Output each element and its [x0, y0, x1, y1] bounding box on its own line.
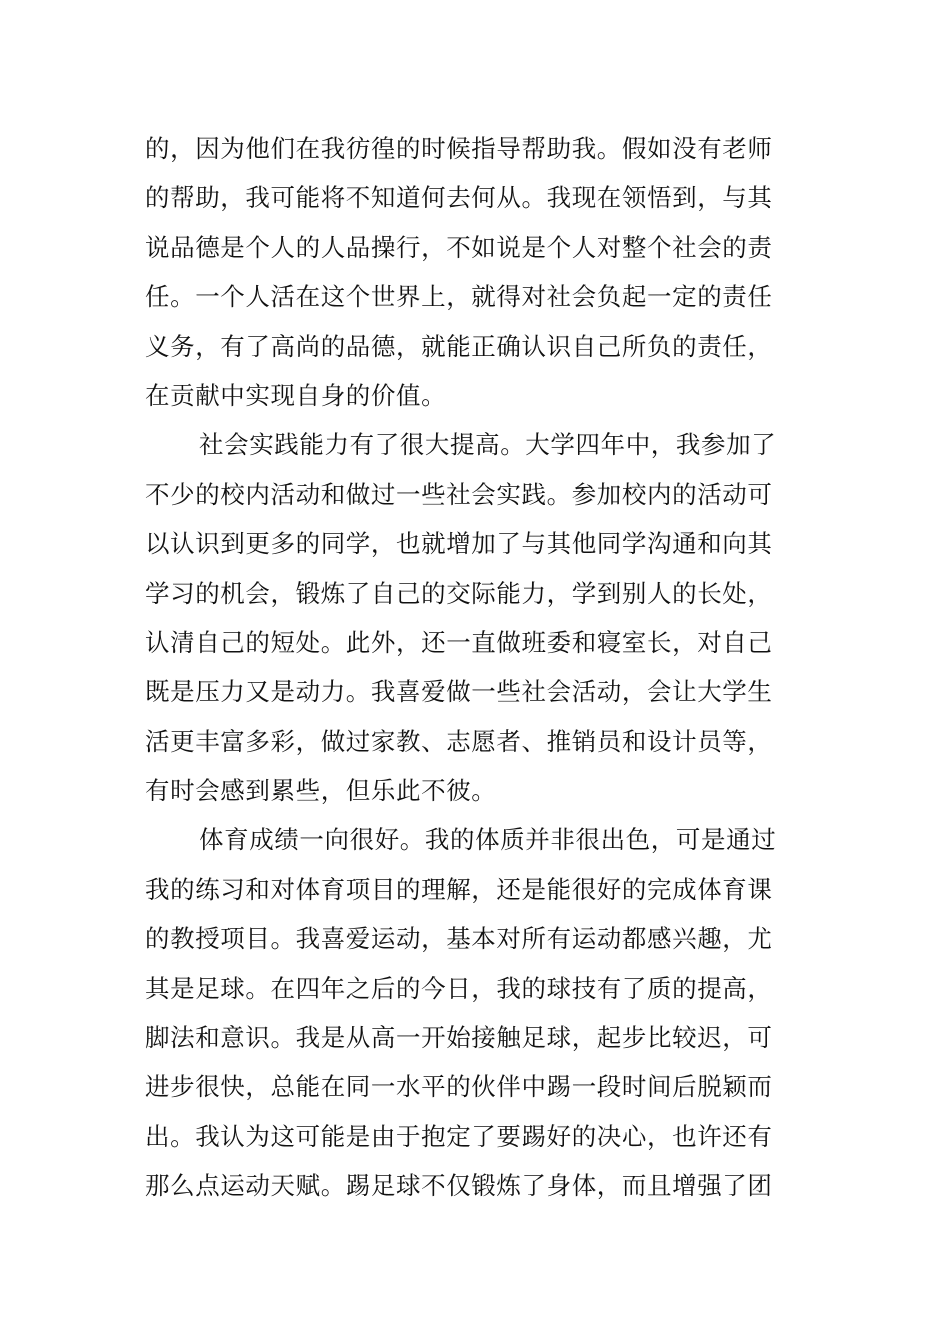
text-line: 脚法和意识。我是从高一开始接触足球，起步比较迟，可 — [145, 1023, 773, 1053]
text-line: 进步很快，总能在同一水平的伙伴中踢一段时间后脱颖而 — [145, 1072, 773, 1102]
paragraph-3 — [145, 815, 810, 1210]
text-line: 出。我认为这可能是由于抱定了要踢好的决心，也许还有 — [145, 1121, 773, 1151]
text-line: 既是压力又是动力。我喜爱做一些社会活动，会让大学生 — [145, 677, 773, 707]
text-line: 认清自己的短处。此外，还一直做班委和寝室长，对自己 — [145, 627, 773, 657]
text-line: 体育成绩一向很好。我的体质并非很出色，可是通过 — [199, 825, 777, 855]
text-line: 其是足球。在四年之后的今日，我的球技有了质的提高， — [145, 973, 773, 1003]
text-line: 任。一个人活在这个世界上，就得对社会负起一定的责任 — [145, 282, 773, 312]
text-line: 不少的校内活动和做过一些社会实践。参加校内的活动可 — [145, 479, 773, 509]
text-line: 有时会感到累些，但乐此不彼。 — [145, 776, 497, 806]
text-line: 的帮助，我可能将不知道何去何从。我现在领悟到，与其 — [145, 183, 773, 213]
text-line: 学习的机会，锻炼了自己的交际能力，学到别人的长处， — [145, 578, 773, 608]
text-line: 那么点运动天赋。踢足球不仅锻炼了身体，而且增强了团 — [145, 1171, 773, 1201]
text-line: 活更丰富多彩，做过家教、志愿者、推销员和设计员等， — [145, 726, 773, 756]
paragraph-2 — [145, 420, 810, 815]
text-line: 的教授项目。我喜爱运动，基本对所有运动都感兴趣，尤 — [145, 924, 773, 954]
text-line: 的，因为他们在我彷徨的时候指导帮助我。假如没有老师 — [145, 134, 773, 163]
text-line: 说品德是个人的人品操行，不如说是个人对整个社会的责 — [145, 232, 773, 262]
text-line: 义务，有了高尚的品德，就能正确认识自己所负的责任， — [145, 331, 773, 361]
paragraph-1 — [145, 124, 810, 420]
document-body — [145, 124, 810, 1211]
text-line: 社会实践能力有了很大提高。大学四年中，我参加了 — [199, 430, 777, 460]
text-line: 我的练习和对体育项目的理解，还是能很好的完成体育课 — [145, 874, 773, 904]
text-line: 以认识到更多的同学，也就增加了与其他同学沟通和向其 — [145, 529, 773, 559]
text-line: 在贡献中实现自身的价值。 — [145, 380, 447, 410]
